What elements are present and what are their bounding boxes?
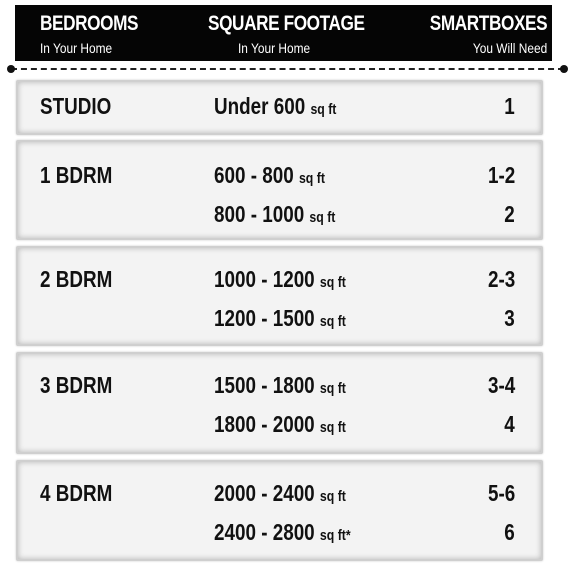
range-value: 2000 - 2400 xyxy=(214,480,315,506)
smartboxes-count: 1 xyxy=(504,93,515,119)
header-smartboxes-subtitle: You Will Need xyxy=(472,40,547,56)
header-square-footage-subtitle: In Your Home xyxy=(238,40,311,56)
header-square-footage xyxy=(208,12,399,56)
range-unit: sq ft xyxy=(319,488,346,505)
smartboxes-count: 5-6 xyxy=(487,480,515,506)
footage-range xyxy=(214,93,336,120)
footage-range xyxy=(214,201,335,228)
bedrooms-label: 3 BDRM xyxy=(40,372,113,398)
header-bedrooms xyxy=(40,12,160,56)
group-3-bdrm xyxy=(16,352,543,454)
range-unit: sq ft xyxy=(319,419,346,436)
footage-range xyxy=(214,372,346,399)
range-value: 1800 - 2000 xyxy=(214,411,315,437)
footage-range xyxy=(214,519,351,546)
dashed-divider xyxy=(7,67,568,71)
range-unit: sq ft xyxy=(319,274,346,291)
smartboxes-count: 4 xyxy=(504,411,515,437)
range-value: 600 - 800 xyxy=(214,162,294,188)
footage-range xyxy=(214,266,346,293)
bedrooms-label: 4 BDRM xyxy=(40,480,113,506)
footage-range xyxy=(214,305,346,332)
range-value: 1000 - 1200 xyxy=(214,266,315,292)
range-value: 1200 - 1500 xyxy=(214,305,315,331)
smartboxes-count: 1-2 xyxy=(487,162,515,188)
header-square-footage-title: SQUARE FOOTAGE xyxy=(208,12,365,35)
header-bedrooms-subtitle: In Your Home xyxy=(40,40,113,56)
range-unit: sq ft xyxy=(309,209,336,226)
smartboxes-count: 6 xyxy=(504,519,515,545)
divider-right-dot xyxy=(560,65,568,73)
footage-range xyxy=(214,480,346,507)
header-smartboxes xyxy=(404,12,547,56)
footage-range xyxy=(214,162,325,189)
range-unit: sq ft* xyxy=(319,527,351,544)
bedrooms-label: 2 BDRM xyxy=(40,266,113,292)
range-unit: sq ft xyxy=(319,380,346,397)
range-value: 2400 - 2800 xyxy=(214,519,315,545)
group-2-bdrm xyxy=(16,246,543,346)
range-unit: sq ft xyxy=(319,313,346,330)
group-1-bdrm xyxy=(16,140,543,240)
bedrooms-label: STUDIO xyxy=(40,93,112,119)
smartboxes-count: 3 xyxy=(504,305,515,331)
range-value: Under 600 xyxy=(214,93,306,119)
range-value: 800 - 1000 xyxy=(214,201,305,227)
dashed-line xyxy=(11,68,564,70)
smartboxes-count: 3-4 xyxy=(487,372,515,398)
range-unit: sq ft xyxy=(298,170,325,187)
header-bedrooms-title: BEDROOMS xyxy=(40,12,139,35)
header-smartboxes-title: SMARTBOXES xyxy=(429,12,547,35)
group-studio xyxy=(16,80,543,135)
group-4-bdrm xyxy=(16,460,543,561)
smartboxes-count: 2 xyxy=(504,201,515,227)
footage-range xyxy=(214,411,346,438)
range-unit: sq ft xyxy=(310,101,337,118)
range-value: 1500 - 1800 xyxy=(214,372,315,398)
table-header xyxy=(15,5,552,61)
smartboxes-count: 2-3 xyxy=(487,266,515,292)
bedrooms-label: 1 BDRM xyxy=(40,162,113,188)
divider-left-dot xyxy=(7,65,15,73)
